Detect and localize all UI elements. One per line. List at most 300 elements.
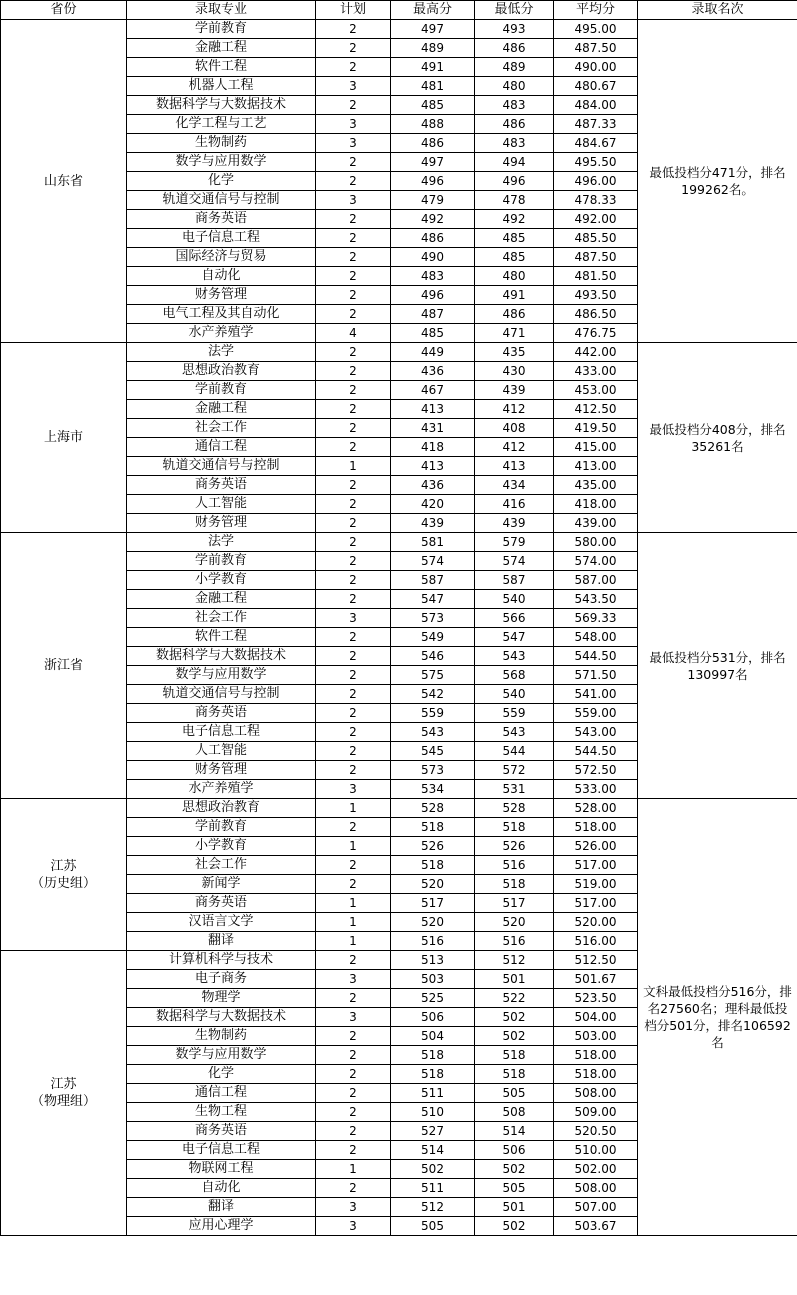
min-score-cell: 531 [475, 780, 554, 799]
avg-score-cell: 487.50 [554, 248, 638, 267]
min-score-cell: 516 [475, 856, 554, 875]
min-score-cell: 439 [475, 514, 554, 533]
min-score-cell: 494 [475, 153, 554, 172]
plan-cell: 2 [316, 989, 391, 1008]
max-score-cell: 518 [391, 1065, 475, 1084]
max-score-cell: 487 [391, 305, 475, 324]
min-score-cell: 528 [475, 799, 554, 818]
plan-cell: 2 [316, 590, 391, 609]
max-score-cell: 491 [391, 58, 475, 77]
major-cell: 学前教育 [127, 818, 316, 837]
avg-score-cell: 543.00 [554, 723, 638, 742]
plan-cell: 2 [316, 248, 391, 267]
avg-score-cell: 476.75 [554, 324, 638, 343]
avg-score-cell: 572.50 [554, 761, 638, 780]
major-cell: 自动化 [127, 267, 316, 286]
min-score-cell: 480 [475, 77, 554, 96]
avg-score-cell: 508.00 [554, 1084, 638, 1103]
max-score-cell: 512 [391, 1198, 475, 1217]
avg-score-cell: 526.00 [554, 837, 638, 856]
major-cell: 国际经济与贸易 [127, 248, 316, 267]
max-score-cell: 547 [391, 590, 475, 609]
max-score-cell: 506 [391, 1008, 475, 1027]
header-min-score: 最低分 [475, 1, 554, 20]
avg-score-cell: 418.00 [554, 495, 638, 514]
avg-score-cell: 580.00 [554, 533, 638, 552]
plan-cell: 2 [316, 1179, 391, 1198]
major-cell: 电子信息工程 [127, 1141, 316, 1160]
plan-cell: 2 [316, 172, 391, 191]
plan-cell: 2 [316, 419, 391, 438]
major-cell: 通信工程 [127, 1084, 316, 1103]
min-score-cell: 543 [475, 723, 554, 742]
plan-cell: 2 [316, 571, 391, 590]
avg-score-cell: 509.00 [554, 1103, 638, 1122]
max-score-cell: 518 [391, 818, 475, 837]
table-row [1, 533, 797, 552]
major-cell: 物联网工程 [127, 1160, 316, 1179]
plan-cell: 2 [316, 210, 391, 229]
avg-score-cell: 442.00 [554, 343, 638, 362]
min-score-cell: 579 [475, 533, 554, 552]
major-cell: 翻译 [127, 1198, 316, 1217]
max-score-cell: 510 [391, 1103, 475, 1122]
major-cell: 人工智能 [127, 495, 316, 514]
plan-cell: 2 [316, 305, 391, 324]
avg-score-cell: 504.00 [554, 1008, 638, 1027]
max-score-cell: 527 [391, 1122, 475, 1141]
min-score-cell: 491 [475, 286, 554, 305]
max-score-cell: 431 [391, 419, 475, 438]
max-score-cell: 545 [391, 742, 475, 761]
major-cell: 轨道交通信号与控制 [127, 685, 316, 704]
plan-cell: 1 [316, 799, 391, 818]
max-score-cell: 549 [391, 628, 475, 647]
plan-cell: 2 [316, 381, 391, 400]
plan-cell: 1 [316, 457, 391, 476]
min-score-cell: 508 [475, 1103, 554, 1122]
min-score-cell: 413 [475, 457, 554, 476]
avg-score-cell: 559.00 [554, 704, 638, 723]
major-cell: 化学工程与工艺 [127, 115, 316, 134]
avg-score-cell: 501.67 [554, 970, 638, 989]
plan-cell: 2 [316, 666, 391, 685]
max-score-cell: 573 [391, 609, 475, 628]
major-cell: 生物工程 [127, 1103, 316, 1122]
min-score-cell: 502 [475, 1008, 554, 1027]
plan-cell: 2 [316, 1046, 391, 1065]
min-score-cell: 502 [475, 1160, 554, 1179]
min-score-cell: 501 [475, 1198, 554, 1217]
max-score-cell: 485 [391, 96, 475, 115]
major-cell: 商务英语 [127, 476, 316, 495]
major-cell: 数据科学与大数据技术 [127, 96, 316, 115]
min-score-cell: 506 [475, 1141, 554, 1160]
avg-score-cell: 502.00 [554, 1160, 638, 1179]
plan-cell: 2 [316, 39, 391, 58]
avg-score-cell: 486.50 [554, 305, 638, 324]
avg-score-cell: 507.00 [554, 1198, 638, 1217]
min-score-cell: 518 [475, 875, 554, 894]
max-score-cell: 559 [391, 704, 475, 723]
table-row [1, 20, 797, 39]
avg-score-cell: 517.00 [554, 894, 638, 913]
major-cell: 化学 [127, 1065, 316, 1084]
major-cell: 社会工作 [127, 419, 316, 438]
max-score-cell: 490 [391, 248, 475, 267]
max-score-cell: 496 [391, 286, 475, 305]
major-cell: 社会工作 [127, 856, 316, 875]
max-score-cell: 511 [391, 1179, 475, 1198]
min-score-cell: 526 [475, 837, 554, 856]
avg-score-cell: 520.00 [554, 913, 638, 932]
avg-score-cell: 496.00 [554, 172, 638, 191]
avg-score-cell: 484.67 [554, 134, 638, 153]
header-row [1, 1, 797, 20]
avg-score-cell: 518.00 [554, 818, 638, 837]
major-cell: 电子商务 [127, 970, 316, 989]
major-cell: 轨道交通信号与控制 [127, 457, 316, 476]
max-score-cell: 488 [391, 115, 475, 134]
major-cell: 通信工程 [127, 438, 316, 457]
min-score-cell: 547 [475, 628, 554, 647]
plan-cell: 1 [316, 913, 391, 932]
avg-score-cell: 503.00 [554, 1027, 638, 1046]
major-cell: 学前教育 [127, 20, 316, 39]
major-cell: 数学与应用数学 [127, 666, 316, 685]
plan-cell: 2 [316, 1027, 391, 1046]
min-score-cell: 471 [475, 324, 554, 343]
max-score-cell: 516 [391, 932, 475, 951]
max-score-cell: 513 [391, 951, 475, 970]
min-score-cell: 572 [475, 761, 554, 780]
major-cell: 法学 [127, 343, 316, 362]
major-cell: 金融工程 [127, 39, 316, 58]
major-cell: 软件工程 [127, 628, 316, 647]
major-cell: 电子信息工程 [127, 723, 316, 742]
plan-cell: 2 [316, 476, 391, 495]
min-score-cell: 574 [475, 552, 554, 571]
table-row [1, 343, 797, 362]
min-score-cell: 412 [475, 438, 554, 457]
max-score-cell: 436 [391, 476, 475, 495]
plan-cell: 2 [316, 1084, 391, 1103]
plan-cell: 3 [316, 77, 391, 96]
max-score-cell: 479 [391, 191, 475, 210]
avg-score-cell: 518.00 [554, 1065, 638, 1084]
major-cell: 思想政治教育 [127, 362, 316, 381]
plan-cell: 2 [316, 628, 391, 647]
plan-cell: 2 [316, 229, 391, 248]
min-score-cell: 478 [475, 191, 554, 210]
avg-score-cell: 481.50 [554, 267, 638, 286]
plan-cell: 2 [316, 362, 391, 381]
major-cell: 金融工程 [127, 400, 316, 419]
max-score-cell: 526 [391, 837, 475, 856]
rank-note-cell: 最低投档分408分，排名35261名 [638, 343, 797, 533]
major-cell: 社会工作 [127, 609, 316, 628]
min-score-cell: 483 [475, 96, 554, 115]
major-cell: 法学 [127, 533, 316, 552]
major-cell: 电子信息工程 [127, 229, 316, 248]
max-score-cell: 485 [391, 324, 475, 343]
avg-score-cell: 490.00 [554, 58, 638, 77]
rank-note-cell: 最低投档分471分，排名199262名。 [638, 20, 797, 343]
avg-score-cell: 518.00 [554, 1046, 638, 1065]
max-score-cell: 574 [391, 552, 475, 571]
avg-score-cell: 492.00 [554, 210, 638, 229]
major-cell: 应用心理学 [127, 1217, 316, 1236]
min-score-cell: 496 [475, 172, 554, 191]
avg-score-cell: 453.00 [554, 381, 638, 400]
max-score-cell: 413 [391, 457, 475, 476]
major-cell: 机器人工程 [127, 77, 316, 96]
avg-score-cell: 495.00 [554, 20, 638, 39]
avg-score-cell: 541.00 [554, 685, 638, 704]
province-cell: 江苏 （物理组） [1, 951, 127, 1236]
avg-score-cell: 520.50 [554, 1122, 638, 1141]
plan-cell: 4 [316, 324, 391, 343]
major-cell: 数据科学与大数据技术 [127, 647, 316, 666]
major-cell: 商务英语 [127, 1122, 316, 1141]
max-score-cell: 581 [391, 533, 475, 552]
major-cell: 水产养殖学 [127, 324, 316, 343]
min-score-cell: 486 [475, 39, 554, 58]
min-score-cell: 502 [475, 1027, 554, 1046]
header-plan: 计划 [316, 1, 391, 20]
min-score-cell: 559 [475, 704, 554, 723]
header-max-score: 最高分 [391, 1, 475, 20]
major-cell: 电气工程及其自动化 [127, 305, 316, 324]
min-score-cell: 587 [475, 571, 554, 590]
avg-score-cell: 493.50 [554, 286, 638, 305]
avg-score-cell: 435.00 [554, 476, 638, 495]
plan-cell: 2 [316, 818, 391, 837]
max-score-cell: 520 [391, 875, 475, 894]
plan-cell: 3 [316, 970, 391, 989]
major-cell: 财务管理 [127, 514, 316, 533]
max-score-cell: 534 [391, 780, 475, 799]
min-score-cell: 540 [475, 685, 554, 704]
plan-cell: 2 [316, 495, 391, 514]
min-score-cell: 416 [475, 495, 554, 514]
plan-cell: 3 [316, 1217, 391, 1236]
rank-note-cell: 文科最低投档分516分，排名27560名；理科最低投档分501分，排名106592名 [638, 799, 797, 1236]
max-score-cell: 418 [391, 438, 475, 457]
avg-score-cell: 439.00 [554, 514, 638, 533]
avg-score-cell: 544.50 [554, 647, 638, 666]
table-body [1, 20, 797, 1236]
plan-cell: 2 [316, 1122, 391, 1141]
avg-score-cell: 533.00 [554, 780, 638, 799]
min-score-cell: 501 [475, 970, 554, 989]
plan-cell: 2 [316, 742, 391, 761]
max-score-cell: 575 [391, 666, 475, 685]
plan-cell: 2 [316, 1141, 391, 1160]
avg-score-cell: 571.50 [554, 666, 638, 685]
min-score-cell: 486 [475, 115, 554, 134]
min-score-cell: 505 [475, 1179, 554, 1198]
plan-cell: 3 [316, 609, 391, 628]
major-cell: 新闻学 [127, 875, 316, 894]
min-score-cell: 518 [475, 1046, 554, 1065]
header-rank: 录取名次 [638, 1, 797, 20]
min-score-cell: 408 [475, 419, 554, 438]
max-score-cell: 481 [391, 77, 475, 96]
max-score-cell: 413 [391, 400, 475, 419]
min-score-cell: 493 [475, 20, 554, 39]
plan-cell: 2 [316, 153, 391, 172]
avg-score-cell: 484.00 [554, 96, 638, 115]
avg-score-cell: 433.00 [554, 362, 638, 381]
major-cell: 数学与应用数学 [127, 153, 316, 172]
major-cell: 财务管理 [127, 286, 316, 305]
min-score-cell: 492 [475, 210, 554, 229]
avg-score-cell: 508.00 [554, 1179, 638, 1198]
max-score-cell: 542 [391, 685, 475, 704]
min-score-cell: 518 [475, 1065, 554, 1084]
major-cell: 学前教育 [127, 552, 316, 571]
plan-cell: 2 [316, 1065, 391, 1084]
max-score-cell: 528 [391, 799, 475, 818]
plan-cell: 3 [316, 1008, 391, 1027]
max-score-cell: 503 [391, 970, 475, 989]
province-cell: 江苏 （历史组） [1, 799, 127, 951]
min-score-cell: 514 [475, 1122, 554, 1141]
avg-score-cell: 480.67 [554, 77, 638, 96]
max-score-cell: 486 [391, 134, 475, 153]
table-row [1, 799, 797, 818]
plan-cell: 2 [316, 647, 391, 666]
min-score-cell: 412 [475, 400, 554, 419]
avg-score-cell: 503.67 [554, 1217, 638, 1236]
province-cell: 上海市 [1, 343, 127, 533]
plan-cell: 2 [316, 400, 391, 419]
plan-cell: 2 [316, 685, 391, 704]
avg-score-cell: 516.00 [554, 932, 638, 951]
header-avg-score: 平均分 [554, 1, 638, 20]
avg-score-cell: 487.50 [554, 39, 638, 58]
min-score-cell: 520 [475, 913, 554, 932]
avg-score-cell: 412.50 [554, 400, 638, 419]
plan-cell: 1 [316, 1160, 391, 1179]
avg-score-cell: 523.50 [554, 989, 638, 1008]
max-score-cell: 504 [391, 1027, 475, 1046]
avg-score-cell: 519.00 [554, 875, 638, 894]
plan-cell: 3 [316, 134, 391, 153]
plan-cell: 2 [316, 343, 391, 362]
max-score-cell: 497 [391, 153, 475, 172]
avg-score-cell: 415.00 [554, 438, 638, 457]
plan-cell: 2 [316, 286, 391, 305]
major-cell: 计算机科学与技术 [127, 951, 316, 970]
major-cell: 数学与应用数学 [127, 1046, 316, 1065]
max-score-cell: 587 [391, 571, 475, 590]
major-cell: 数据科学与大数据技术 [127, 1008, 316, 1027]
min-score-cell: 483 [475, 134, 554, 153]
max-score-cell: 502 [391, 1160, 475, 1179]
min-score-cell: 512 [475, 951, 554, 970]
min-score-cell: 502 [475, 1217, 554, 1236]
plan-cell: 2 [316, 856, 391, 875]
plan-cell: 2 [316, 875, 391, 894]
max-score-cell: 420 [391, 495, 475, 514]
avg-score-cell: 495.50 [554, 153, 638, 172]
avg-score-cell: 517.00 [554, 856, 638, 875]
plan-cell: 2 [316, 723, 391, 742]
plan-cell: 2 [316, 514, 391, 533]
major-cell: 商务英语 [127, 704, 316, 723]
max-score-cell: 511 [391, 1084, 475, 1103]
min-score-cell: 522 [475, 989, 554, 1008]
major-cell: 人工智能 [127, 742, 316, 761]
min-score-cell: 518 [475, 818, 554, 837]
min-score-cell: 566 [475, 609, 554, 628]
major-cell: 小学教育 [127, 837, 316, 856]
major-cell: 商务英语 [127, 210, 316, 229]
plan-cell: 1 [316, 932, 391, 951]
header-major: 录取专业 [127, 1, 316, 20]
max-score-cell: 518 [391, 1046, 475, 1065]
plan-cell: 3 [316, 191, 391, 210]
min-score-cell: 540 [475, 590, 554, 609]
plan-cell: 1 [316, 837, 391, 856]
province-cell: 山东省 [1, 20, 127, 343]
min-score-cell: 435 [475, 343, 554, 362]
min-score-cell: 430 [475, 362, 554, 381]
min-score-cell: 568 [475, 666, 554, 685]
plan-cell: 3 [316, 1198, 391, 1217]
min-score-cell: 543 [475, 647, 554, 666]
min-score-cell: 486 [475, 305, 554, 324]
province-cell: 浙江省 [1, 533, 127, 799]
avg-score-cell: 543.50 [554, 590, 638, 609]
major-cell: 小学教育 [127, 571, 316, 590]
major-cell: 物理学 [127, 989, 316, 1008]
avg-score-cell: 419.50 [554, 419, 638, 438]
plan-cell: 3 [316, 115, 391, 134]
plan-cell: 3 [316, 780, 391, 799]
plan-cell: 2 [316, 96, 391, 115]
min-score-cell: 517 [475, 894, 554, 913]
header-province: 省份 [1, 1, 127, 20]
avg-score-cell: 544.50 [554, 742, 638, 761]
plan-cell: 2 [316, 58, 391, 77]
max-score-cell: 546 [391, 647, 475, 666]
plan-cell: 2 [316, 704, 391, 723]
min-score-cell: 439 [475, 381, 554, 400]
max-score-cell: 436 [391, 362, 475, 381]
min-score-cell: 516 [475, 932, 554, 951]
plan-cell: 2 [316, 533, 391, 552]
major-cell: 生物制药 [127, 134, 316, 153]
avg-score-cell: 487.33 [554, 115, 638, 134]
major-cell: 自动化 [127, 1179, 316, 1198]
avg-score-cell: 548.00 [554, 628, 638, 647]
max-score-cell: 543 [391, 723, 475, 742]
plan-cell: 2 [316, 438, 391, 457]
plan-cell: 2 [316, 761, 391, 780]
max-score-cell: 514 [391, 1141, 475, 1160]
avg-score-cell: 510.00 [554, 1141, 638, 1160]
major-cell: 翻译 [127, 932, 316, 951]
max-score-cell: 497 [391, 20, 475, 39]
avg-score-cell: 528.00 [554, 799, 638, 818]
avg-score-cell: 569.33 [554, 609, 638, 628]
major-cell: 思想政治教育 [127, 799, 316, 818]
major-cell: 金融工程 [127, 590, 316, 609]
major-cell: 财务管理 [127, 761, 316, 780]
